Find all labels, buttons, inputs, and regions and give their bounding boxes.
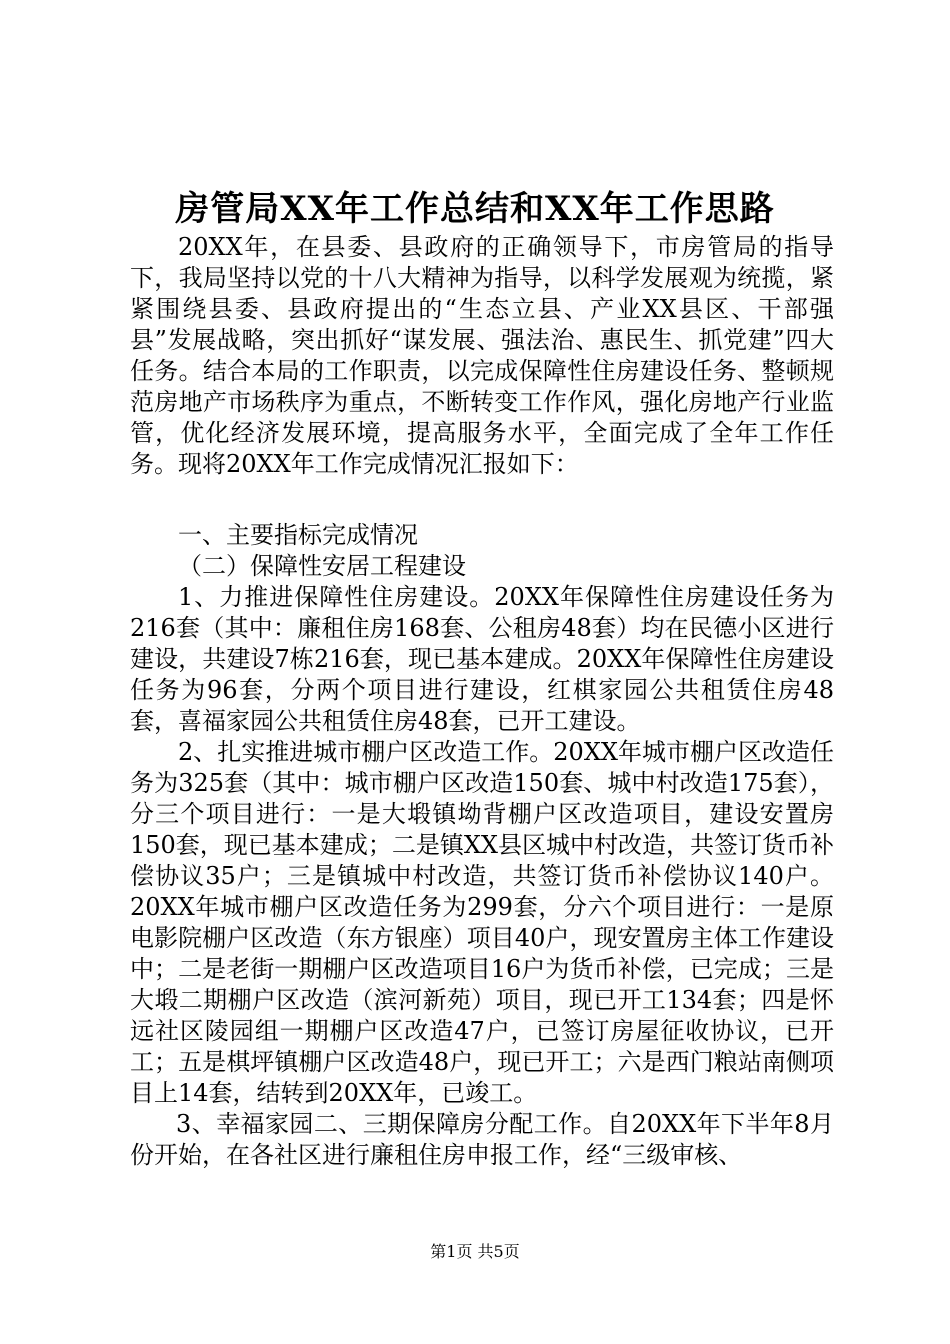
intro-paragraph: 20XX年，在县委、县政府的正确领导下，市房管局的指导下，我局坚持以党的十八大精神为指导，以科学发展观为统揽，紧紧围绕县委、县政府提出的“生态立县、产业XX县区、干部强县”发展战略，突出抓好“谋发展、强法治、惠民生、抓党建”四大任务。结合本局的工作职责，以完成保障性住房建设任务、整顿规范房地产市场秩序为重点，不断转变工作作风，强化房地产行业监管，优化经济发展环境，提高服务水平，全面完成了全年工作任务。现将20XX年工作完成情况汇报如下： (130, 233, 834, 478)
section-heading: 一、主要指标完成情况 (178, 521, 418, 549)
item-paragraph-3: 3、幸福家园二、三期保障房分配工作。自20XX年下半年8月份开始，在各社区进行廉租住房申报工作，经“三级审核、 (130, 1110, 834, 1169)
document-body (130, 232, 834, 1171)
item-paragraph-1: 1、力推进保障性住房建设。20XX年保障性住房建设任务为216套（其中：廉租住房168套、公租房48套）均在民德小区进行建设，共建设7栋216套，现已基本建成。20XX年保障性住房建设任务为96套，分两个项目进行建设，红棋家园公共租赁住房48套，喜福家园公共租赁住房48套，已开工建设。 (130, 583, 834, 735)
page-number: 第1页 共5页 (430, 1242, 520, 1261)
paragraph-gap (130, 480, 834, 520)
subsection-heading: （二）保障性安居工程建设 (178, 552, 466, 580)
item-paragraph-2: 2、扎实推进城市棚户区改造工作。20XX年城市棚户区改造任务为325套（其中：城市棚户区改造150套、城中村改造175套），分三个项目进行：一是大塅镇坳背棚户区改造项目，建设安置房150套，现已基本建成；二是镇XX县区城中村改造，共签订货币补偿协议35户；三是镇城中村改造，共签订货币补偿协议140户。20XX年城市棚户区改造任务为299套，分六个项目进行：一是原电影院棚户区改造（东方银座）项目40户，现安置房主体工作建设中；二是老街一期棚户区改造项目16户为货币补偿，已完成；三是大塅二期棚户区改造（滨河新苑）项目，现已开工134套；四是怀远社区陵园组一期棚户区改造47户，已签订房屋征收协议，已开工；五是棋坪镇棚户区改造48户，现已开工；六是西门粮站南侧项目上14套，结转到20XX年，已竣工。 (130, 738, 834, 1107)
document-title: 房管局XX年工作总结和XX年工作思路 (175, 189, 775, 229)
